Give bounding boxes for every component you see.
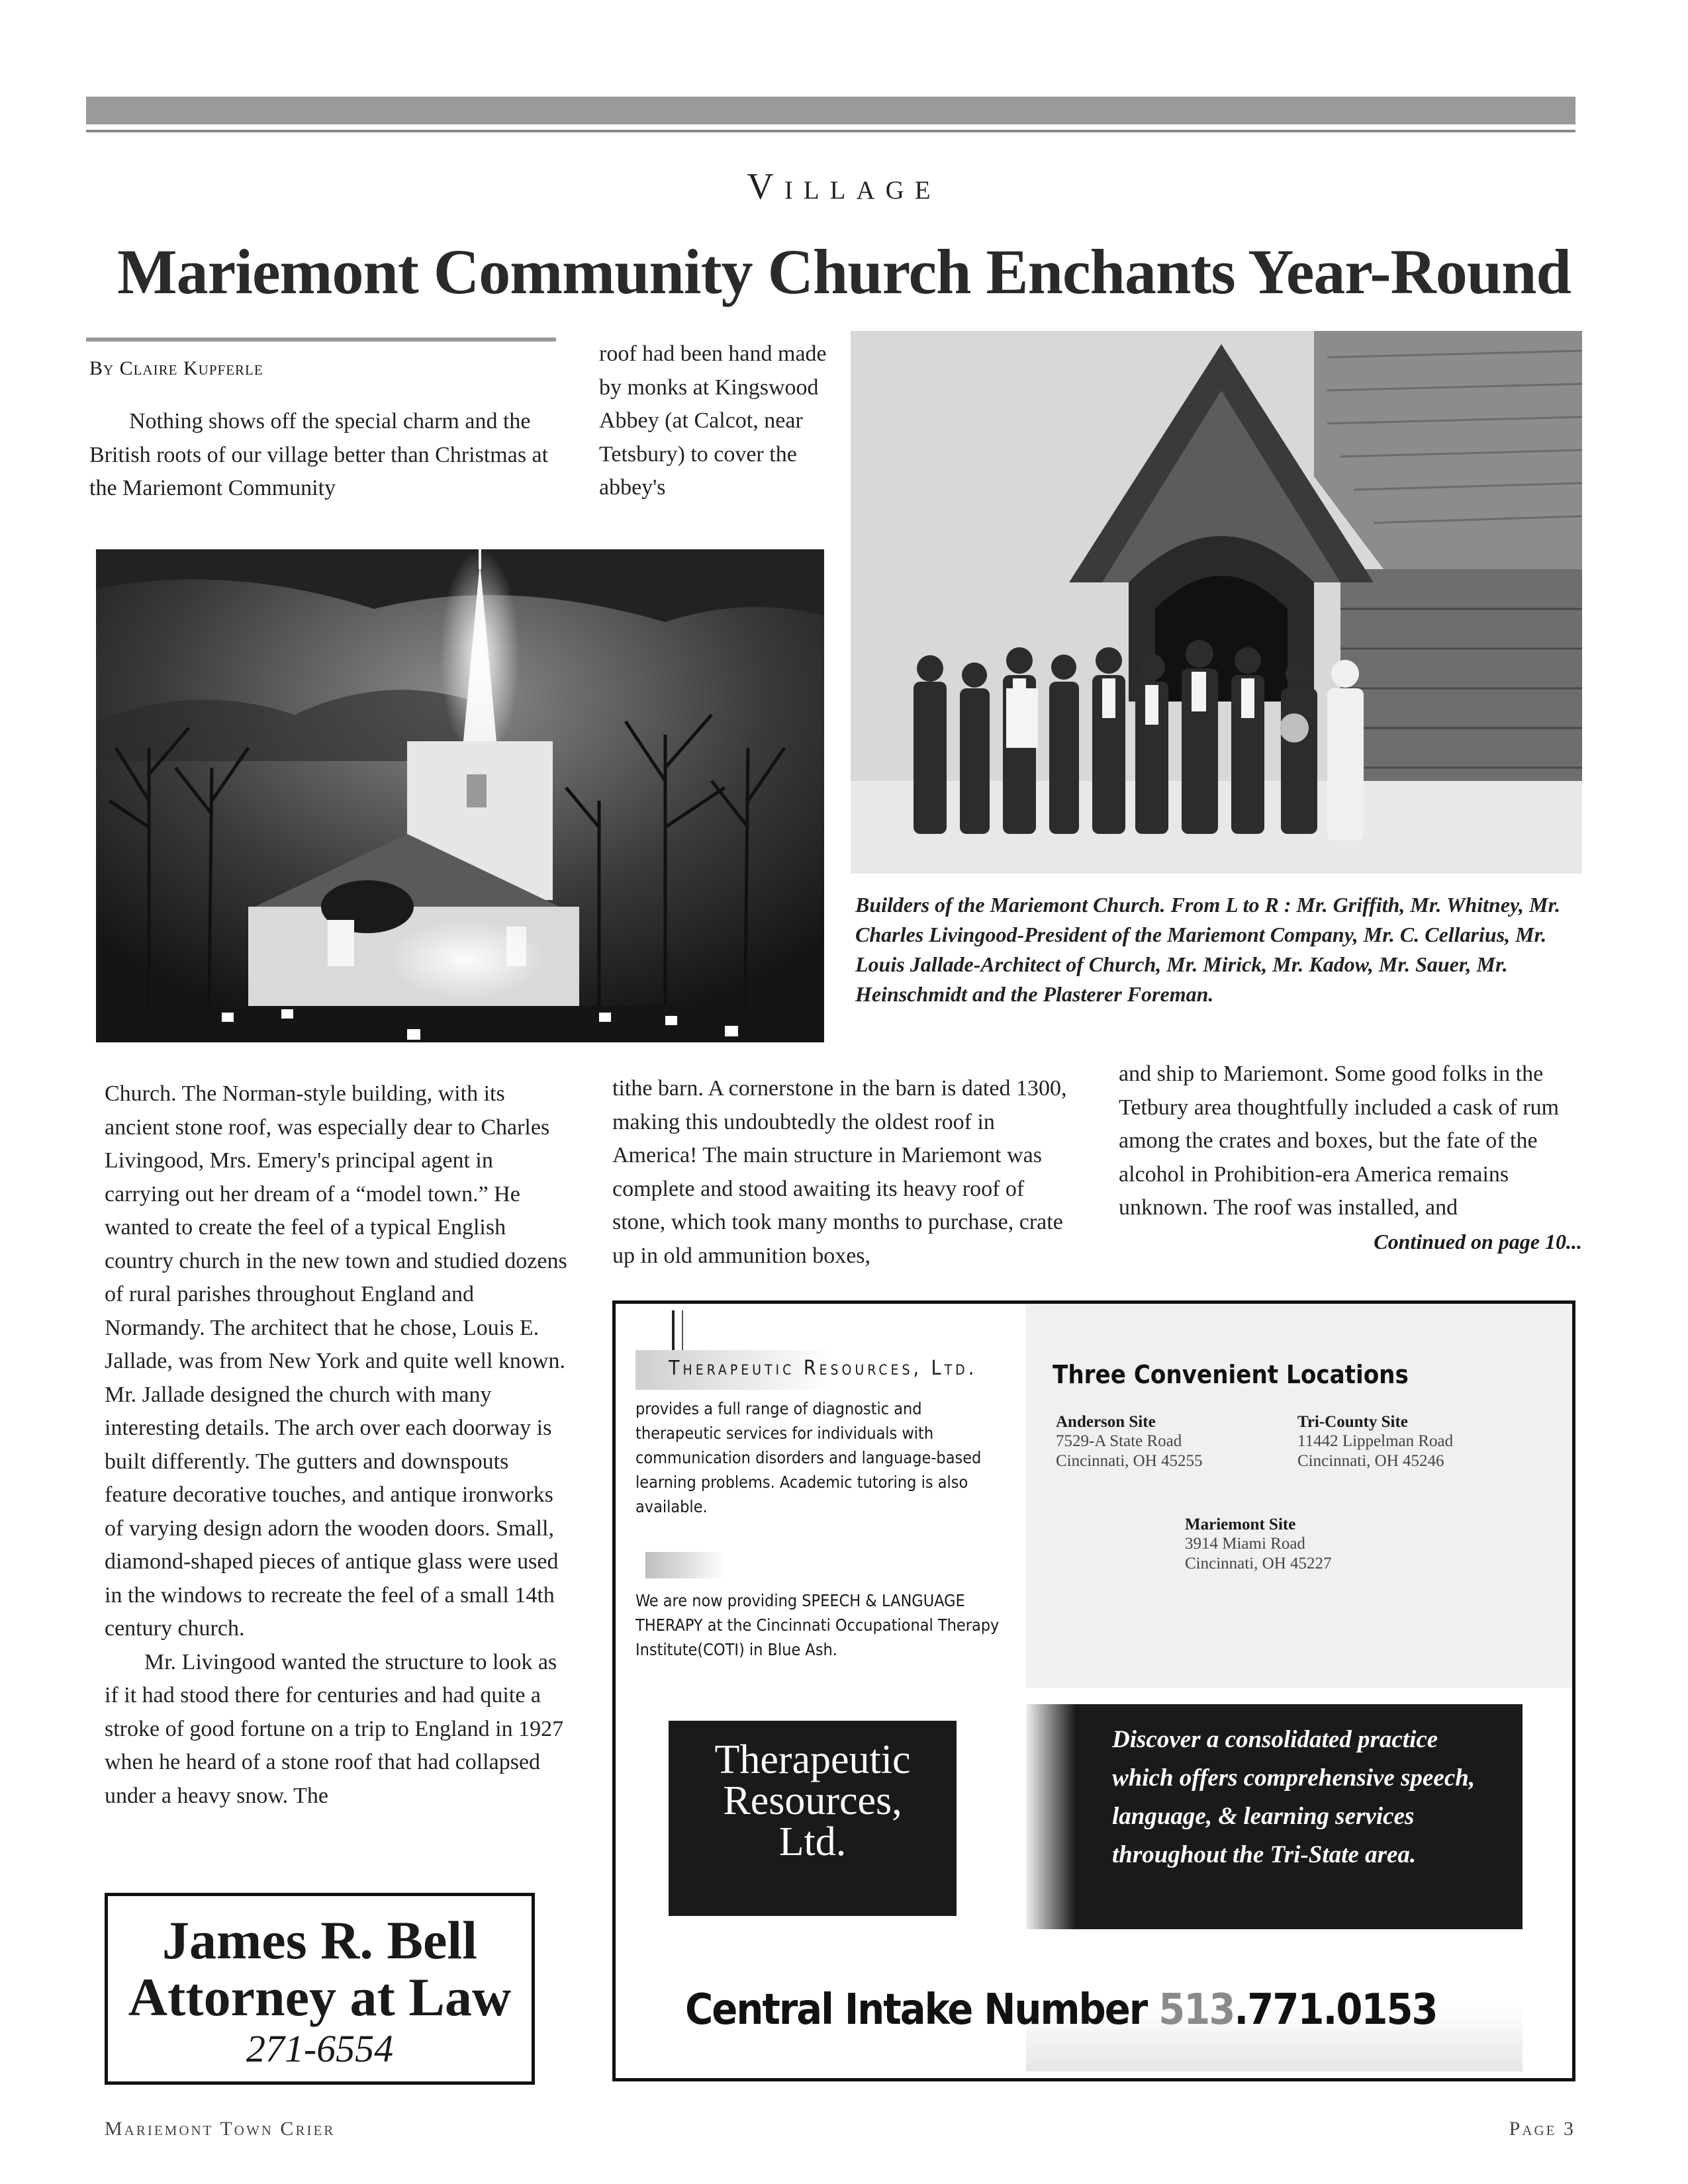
location-street: 7529-A State Road [1056,1432,1182,1450]
attorney-name: James R. Bell [162,1910,477,1970]
ad-description: provides a full range of diagnostic and therapeutic services for individuals with communication disorders and language-based learning problems. Academic tutoring is also available. [635,1399,982,1516]
location-name: Mariemont Site [1185,1516,1296,1533]
col2-paragraph: tithe barn. A cornerstone in the barn is dated 1300, making this undoubtedly the oldest roof in America! The main structure in Mariemont was complete and stood awaiting its heavy roof of stone, which took many months to purchase, crate up in old ammunition boxes, [612,1076,1067,1268]
byline: By Claire Kupferle [89,357,263,379]
logo-line-1: Therapeutic [714,1737,911,1782]
intake-label: Central Intake Number [685,1985,1147,2034]
notice-gradient [645,1552,725,1578]
attorney-phone: 271-6554 [246,2027,394,2070]
header-rule [86,130,1575,132]
intake-number: .771.0153 [1234,1985,1437,2034]
article-col2 [612,1072,1082,1273]
location-city: Cincinnati, OH 45255 [1056,1452,1203,1470]
location-mariemont [1185,1516,1436,1574]
attorney-title: Attorney at Law [128,1967,512,2027]
slogan-text: Discover a consolidated practice which offers comprehensive speech, language, & learning services throughout the Tri-State area. [1112,1726,1476,1868]
tr-logo-box [669,1721,957,1916]
col1-paragraph-1: Church. The Norman-style building, with its ancient stone roof, was especially dear to Charles Livingood, Mrs. Emery's principal agent in carrying out her dream of a “model town.” He wanted to create the feel of a typical English country church in the new town and studied dozens of rural parishes throughout England and Normandy. The architect that he chose, Louis E. Jallade, was from New York and quite well known. Mr. Jallade designed the church with many interesting details. The arch over each doorway is built differently. The gutters and downspouts feature decorative touches, and antique ironworks of varying design adorn the wooden doors. Small, diamond-shaped pieces of antique glass were used in the windows to recreate the feel of a small 14th century church. [105,1081,567,1641]
lead-paragraph: Nothing shows off the special charm and the British roots of our village better than Christmas at the Mariemont Community [89,409,549,500]
continued-link[interactable]: Continued on page 10... [1374,1230,1582,1253]
location-city: Cincinnati, OH 45227 [1185,1555,1332,1572]
footer-page-number: Page 3 [1509,2118,1575,2140]
logo-line-3: Ltd. [778,1819,847,1864]
col2-top-paragraph: roof had been hand made by monks at Kingswood Abbey (at Calcot, near Tetsbury) to cover the abbey's [599,341,827,500]
location-name: Tri-County Site [1297,1413,1408,1431]
builders-photo-caption: Builders of the Mariemont Church. From L to R : Mr. Griffith, Mr. Whitney, Mr. Charles Livingood-President of the Mariemont Company, Mr. C. Cellarius, Mr. Louis Jallade-Architect of Church, Mr. Mirick, Mr. Kadow, Mr. Sauer, Mr. Heinschmidt and the Plasterer Foreman. [855,893,1561,1006]
speech-notice: We are now providing SPEECH & LANGUAGE THERAPY at the Cincinnati Occupational Therapy Institute(COTI) in Blue Ash. [635,1591,1000,1659]
article-headline: Mariemont Community Church Enchants Year-Round [117,236,1571,307]
church-night-photo [96,549,824,1042]
location-tri-county [1297,1413,1549,1471]
builders-illustration [851,331,1582,874]
section-title: Village [747,166,941,207]
byline-rule [86,338,556,341]
article-lead [89,405,553,506]
therapeutic-resources-ad [612,1300,1575,2081]
slogan-box [1026,1704,1523,1929]
col3-paragraph: and ship to Mariemont. Some good folks in the Tetbury area thoughtfully included a cask of rum among the crates and boxes, but the fate of the alcohol in Prohibition-era America remains unknown. The roof was installed, and [1119,1062,1560,1220]
location-street: 11442 Lippelman Road [1297,1432,1454,1450]
location-name: Anderson Site [1056,1413,1156,1431]
col1-paragraph-2: Mr. Livingood wanted the structure to look as if it had stood there for centuries and had quite a stroke of good fortune on a trip to England in 1927 when he heard of a stone roof that had collapsed under a heavy snow. The [105,1649,564,1808]
attorney-ad [105,1893,535,2085]
footer-publication: Mariemont Town Crier [105,2118,336,2140]
ad-brand: Therapeutic Resources, Ltd. [669,1357,978,1380]
article-col3 [1119,1058,1575,1225]
location-anderson [1056,1413,1281,1471]
logo-line-2: Resources, [723,1778,902,1823]
intake-area-code: 513 [1158,1985,1235,2034]
article-col1 [105,1077,568,1813]
builders-photo [851,331,1582,874]
intake-line [685,1985,1546,2034]
location-city: Cincinnati, OH 45246 [1297,1452,1444,1470]
header-bar [86,97,1575,124]
church-night-illustration [96,549,824,1042]
locations-title: Three Convenient Locations [1053,1360,1409,1389]
location-street: 3914 Miami Road [1185,1535,1305,1553]
brand-rule-thin [682,1310,683,1350]
article-col2-top [599,338,837,505]
